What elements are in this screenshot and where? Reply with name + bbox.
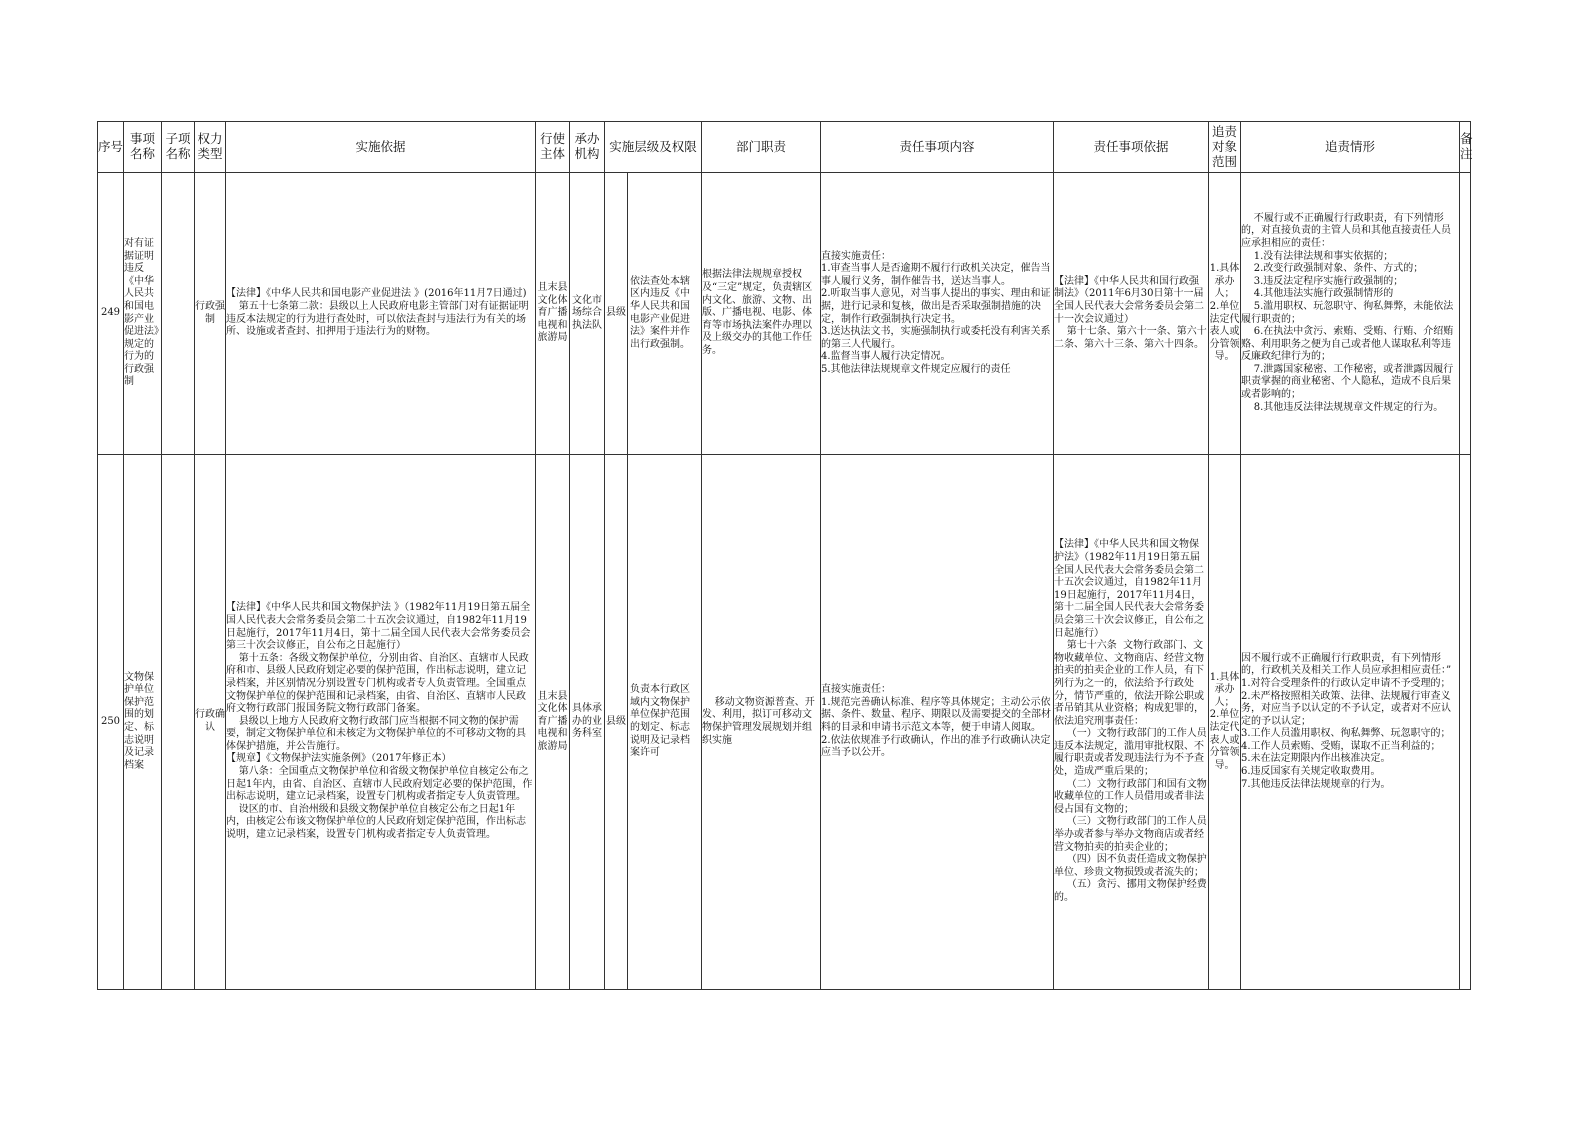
row-basis: 【法律】《中华人民共和国电影产业促进法 》(2016年11月7日通过) 第五十七条第二款：县级以上人民政府电影主管部门对有证据证明违反本法规定的行为进行查处时，可以依法查封与违法行为有关的场所、设施或者查封、扣押用于违法行为的财物。 xyxy=(226,173,536,455)
row-note xyxy=(1460,455,1471,990)
row-cases: 不履行或不正确履行行政职责，有下列情形的，对直接负责的主管人员和其他直接责任人员应承担相应的责任： 1.没有法律法规和事实依据的； 2.改变行政强制对象、条件、方式的； 3.违反法定程序实施行政强制的； 4.其他违法实施行政强制情形的 5.滥用职权、玩忽职守、徇私舞弊，未能依法履行职责的； 6.在执法中贪污、索贿、受贿、行贿、介绍贿赂、利用职务之便为自己或者他人谋取私利等违反廉政纪律行为的； 7.泄露国家秘密、工作秘密，或者泄露因履行职责掌握的商业秘密、个人隐私，造成不良后果或者影响的； 8.其他违反法律法规规章文件规定的行为。 xyxy=(1241,173,1460,455)
row-authority: 负责本行政区域内文物保护单位保护范围的划定、标志说明及记录档案许可 xyxy=(630,684,690,759)
row-authority: 依法查处本辖区内违反《中华人民共和国电影产业促进法》案件并作出行政强制。 xyxy=(630,275,690,350)
row-content: 直接实施责任： 1.规范完善确认标准、程序等具体规定；主动公示依据、条件、数量、程序、期限以及需要提交的全部材料的目录和申请书示范文本等，便于申请人阅取。 2.依法依规准予行政确认，作出的准予行政确认决定应当予以公开。 xyxy=(821,455,1054,990)
row-sub xyxy=(162,455,195,990)
row-duty-basis: 【法律】《中华人民共和国文物保护法》（1982年11月19日第五届全国人民代表大会常务委员会第二十五次会议通过，自1982年11月19日起施行，2017年11月4日，第十二届全国人民代表大会常务委员会第三十次会议修正，自公布之日起施行） 第七十六条 文物行政部门、文物收藏单位、文物商店、经营文物拍卖的拍卖企业的工作人员，有下列行为之一的，依法给予行政处分，情节严重的，依法开除公职或者吊销其从业资格；构成犯罪的，依法追究刑事责任： （一）文物行政部门的工作人员违反本法规定，滥用审批权限、不履行职责或者发现违法行为不予查处，造成严重后果的； （二）文物行政部门和国有文物收藏单位的工作人员借用或者非法侵占国有文物的； （三）文物行政部门的工作人员举办或者参与举办文物商店或者经营文物拍卖的拍卖企业的； （四）因不负责任造成文物保护单位、珍贵文物损毁或者流失的； （五）贪污、挪用文物保护经费的。 xyxy=(1054,455,1209,990)
row-level-cell xyxy=(605,173,702,455)
table-row xyxy=(98,173,1471,455)
row-type: 行政强制 xyxy=(195,173,226,455)
row-name: 文物保护单位保护范围的划定、标志说明及记录档案 xyxy=(124,455,162,990)
row-name: 对有证据证明违反《中华人民共和国电影产业促进法》规定的行为的行政强制 xyxy=(124,173,162,455)
header-row xyxy=(98,122,1471,173)
row-scope: 1.具体承办人； 2.单位法定代表人或分管领导。 xyxy=(1209,455,1241,990)
row-sub xyxy=(162,173,195,455)
row-level-cell xyxy=(605,455,702,990)
header-basis: 实施依据 xyxy=(226,122,536,173)
row-subject: 且末县文化体育广播电视和旅游局 xyxy=(536,173,570,455)
row-subject: 且末县文化体育广播电视和旅游局 xyxy=(536,455,570,990)
row-cases: 因不履行或不正确履行行政职责，有下列情形的，行政机关及相关工作人员应承担相应责任：” 1.对符合受理条件的行政认定申请不予受理的； 2.未严格按照相关政策、法律、法规履行审查义务，对应当予以认定的不予认定，或者对不应认定的予以认定； 3.工作人员滥用职权、徇私舞弊、玩忽职守的； 4.工作人员索贿、受贿，谋取不正当利益的； 5.未在法定期限内作出核准决定。 6.违反国家有关规定收取费用。 7.其他违反法律法规规章的行为。 xyxy=(1241,455,1460,990)
row-duty: 根据法律法规规章授权及“三定”规定，负责辖区内文化、旅游、文物、出版、广播电视、电影、体育等市场执法案件办理以及上级交办的其他工作任务。 xyxy=(702,173,821,455)
header-content: 责任事项内容 xyxy=(821,122,1054,173)
row-seq: 250 xyxy=(98,455,124,990)
row-level: 县级 xyxy=(605,455,628,989)
row-type: 行政确认 xyxy=(195,455,226,990)
row-duty: 移动文物资源普查、开发、利用，拟订可移动文物保护管理发展规划并组织实施 xyxy=(702,455,821,990)
header-scope: 追责对象范围 xyxy=(1209,122,1241,173)
table-row xyxy=(98,455,1471,990)
header-org: 承办机构 xyxy=(570,122,605,173)
row-content: 直接实施责任： 1.审查当事人是否逾期不履行行政机关决定，催告当事人履行义务，制作催告书，送达当事人。 2.听取当事人意见，对当事人提出的事实、理由和证据，进行记录和复核，做出是否采取强制措施的决定，制作行政强制执行决定书。 3.送达执法文书，实施强制执行或委托没有利害关系的第三人代履行。 4.监督当事人履行决定情况。 5.其他法律法规规章文件规定应履行的责任 xyxy=(821,173,1054,455)
header-level: 实施层级及权限 xyxy=(605,122,702,173)
header-subject: 行使主体 xyxy=(536,122,570,173)
header-note: 备注 xyxy=(1460,122,1471,173)
row-level: 县级 xyxy=(605,173,628,454)
responsibility-table xyxy=(97,121,1471,990)
row-seq: 249 xyxy=(98,173,124,455)
header-type: 权力类型 xyxy=(195,122,226,173)
header-sub: 子项名称 xyxy=(162,122,195,173)
row-basis: 【法律】《中华人民共和国文物保护法 》（1982年11月19日第五届全国人民代表大会常务委员会第二十五次会议通过，自1982年11月19日起施行，2017年11月4日，第十二届全国人民代表大会常务委员会第三十次会议修正，自公布之日起施行） 第十五条：各级文物保护单位，分别由省、自治区、直辖市人民政府和市、县级人民政府划定必要的保护范围，作出标志说明，建立记录档案，并区别情况分别设置专门机构或者专人负责管理。全国重点文物保护单位的保护范围和记录档案，由省、自治区、直辖市人民政府文物行政部门报国务院文物行政部门备案。 县级以上地方人民政府文物行政部门应当根据不同文物的保护需要，制定文物保护单位和未核定为文物保护单位的不可移动文物的具体保护措施，并公告施行。 【规章】《文物保护法实施条例》（2017年修正本） 第八条：全国重点文物保护单位和省级文物保护单位自核定公布之日起1年内，由省、自治区、直辖市人民政府划定必要的保护范围，作出标志说明，建立记录档案，设置专门机构或者指定专人负责管理。 设区的市、自治州级和县级文物保护单位自核定公布之日起1年内，由核定公布该文物保护单位的人民政府划定保护范围，作出标志说明，建立记录档案，设置专门机构或者指定专人负责管理。 xyxy=(226,455,536,990)
header-seq: 序号 xyxy=(98,122,124,173)
row-org: 文化市场综合执法队 xyxy=(570,173,605,455)
header-cases: 追责情形 xyxy=(1241,122,1460,173)
row-scope: 1.具体承办人； 2.单位法定代表人或分管领导。 xyxy=(1209,173,1241,455)
row-note xyxy=(1460,173,1471,455)
header-duty: 部门职责 xyxy=(702,122,821,173)
header-name: 事项名称 xyxy=(124,122,162,173)
row-org: 具体承办的业务科室 xyxy=(570,455,605,990)
row-duty-basis: 【法律】《中华人民共和国行政强制法》（2011年6月30日第十一届全国人民代表大会常务委员会第二十一次会议通过） 第十七条、第六十一条、第六十二条、第六十三条、第六十四条。 xyxy=(1054,173,1209,455)
header-duty-basis: 责任事项依据 xyxy=(1054,122,1209,173)
